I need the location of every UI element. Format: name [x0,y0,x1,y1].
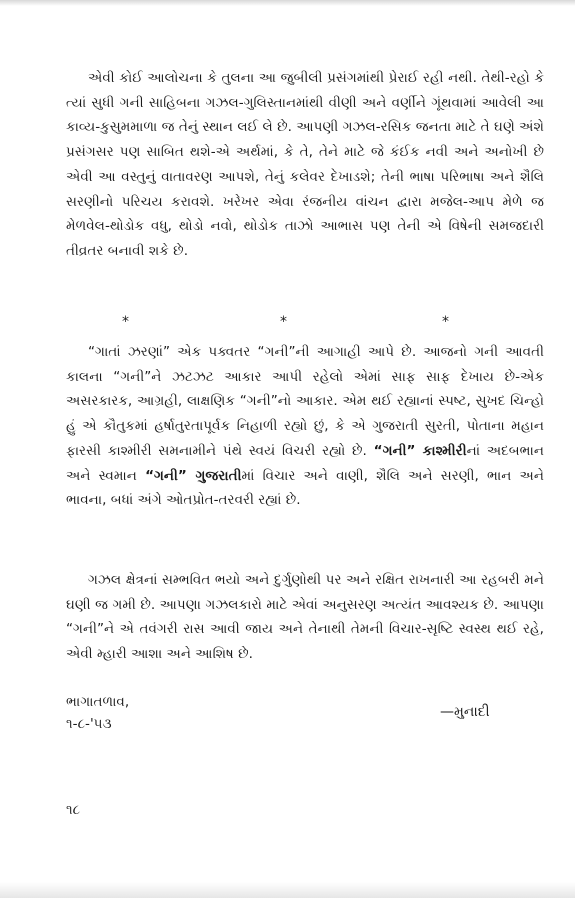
paragraph-2-text: માં વિચાર અને વાણી, શૈલિ અને સરણી, ભાન અને ભાવના, બધાં અંગે ઓતપ્રોત-તરવરી રહ્યાં છે. [66,467,544,509]
separator-star: * [442,314,449,330]
ghani-kashmiri-emphasis: “ગની” કાશ્મીરી [373,442,467,459]
scan-edge-bottom [0,882,575,898]
paragraph-2-text: “ગાતાં ઝરણાં” એક પક્વતર “ગની”ની આગાહી આપે છે. આજનો ગની આવતી કાલના “ગની”ને ઝટઝટ આકાર આપી રહેલો એમાં સાફ સાફ દેખાય છે-એક અસરકારક, આગ્રહી, લાક્ષણિક “ગની”નો આકાર. એમ થઈ રહ્યાનાં સ્પષ્ટ, સુખદ ચિન્હો હું એ કૌતુકમાં હર્ષાતુરતાપૂર્વક નિહાળી રહ્યો છું, કે એ ગુજરાતી સુરતી, પોતાના મહાન ફારસી કાશ્મીરી સમનામીને પંથે સ્વયં વિચરી રહ્યો છે. [66,344,544,459]
separator-star: * [280,314,287,330]
paragraph-3: ગઝલ ક્ષેત્રનાં સમ્ભવિત ભયો અને દુર્ગુણોથી પર અને રક્ષિત રાખનારી આ રહબરી મને ઘણી જ ગમી છે. આપણા ગઝલકારો માટે એવાં અનુસરણ અત્યંત આવશ્યક છે. આપણા “ગની”ને એ તવંગરી રાસ આવી જાય અને તેનાથી તેમની વિચાર-સૃષ્ટિ સ્વસ્થ થઈ રહે, એવી મ્હારી આશા અને આશિષ છે. [66,572,544,663]
separator-star: * [122,314,129,330]
page-number: ૧૮ [66,802,81,818]
section-separator [66,310,544,334]
signoff-date: ૧-૮-'૫૩ [66,716,112,732]
paragraph-1: એવી કોઈ આલોચના કે તુલના આ જુબીલી પ્રસંગમાંથી પ્રેરાઈ રહી નથી. તેથી-રહો કે ત્યાં સુધી ગની સાહિબના ગઝલ-ગુલિસ્તાનમાંથી વીણી અને વર્ણીને ગૂંથવામાં આવેલી આ કાવ્ય-કુસુમમાળા જ તેનું સ્થાન લઈ લે છે. આપણી ગઝલ-રસિક જનતા માટે તે ઘણે અંશે પ્રસંગસર પણ સાબિત થશે-એ અર્થમાં, કે તે, તેને માટે જે કંઈક નવી અને અનોખી છે એવી આ વસ્તુનું વાતાવરણ આપશે, તેનું કલેવર દેખાડશે; તેની ભાષા પરિભાષા અને શૈલિ સરણીનો પરિચય કરાવશે. ખરેખર એવા રંજનીય વાંચન દ્વારા મજેલ-આપ મેળે જ મેળવેલ-થોડોક વધુ, થોડો નવો, થોડોક તાઝો આભાસ પણ તેની એ વિષેની સમજદારી તીવ્રતર બનાવી શકે છે. [66,70,544,259]
scan-edge-top [0,0,575,6]
paragraph-2 [66,340,544,513]
signoff-place: ભાગાતળાવ, [66,694,130,710]
ghani-gujarati-emphasis: “ગની” ગુજરાતી [145,467,242,484]
signature: —મુનાદી [440,704,490,720]
paragraph-2-text: નાં અદબભાન અને સ્વમાન [66,442,545,484]
